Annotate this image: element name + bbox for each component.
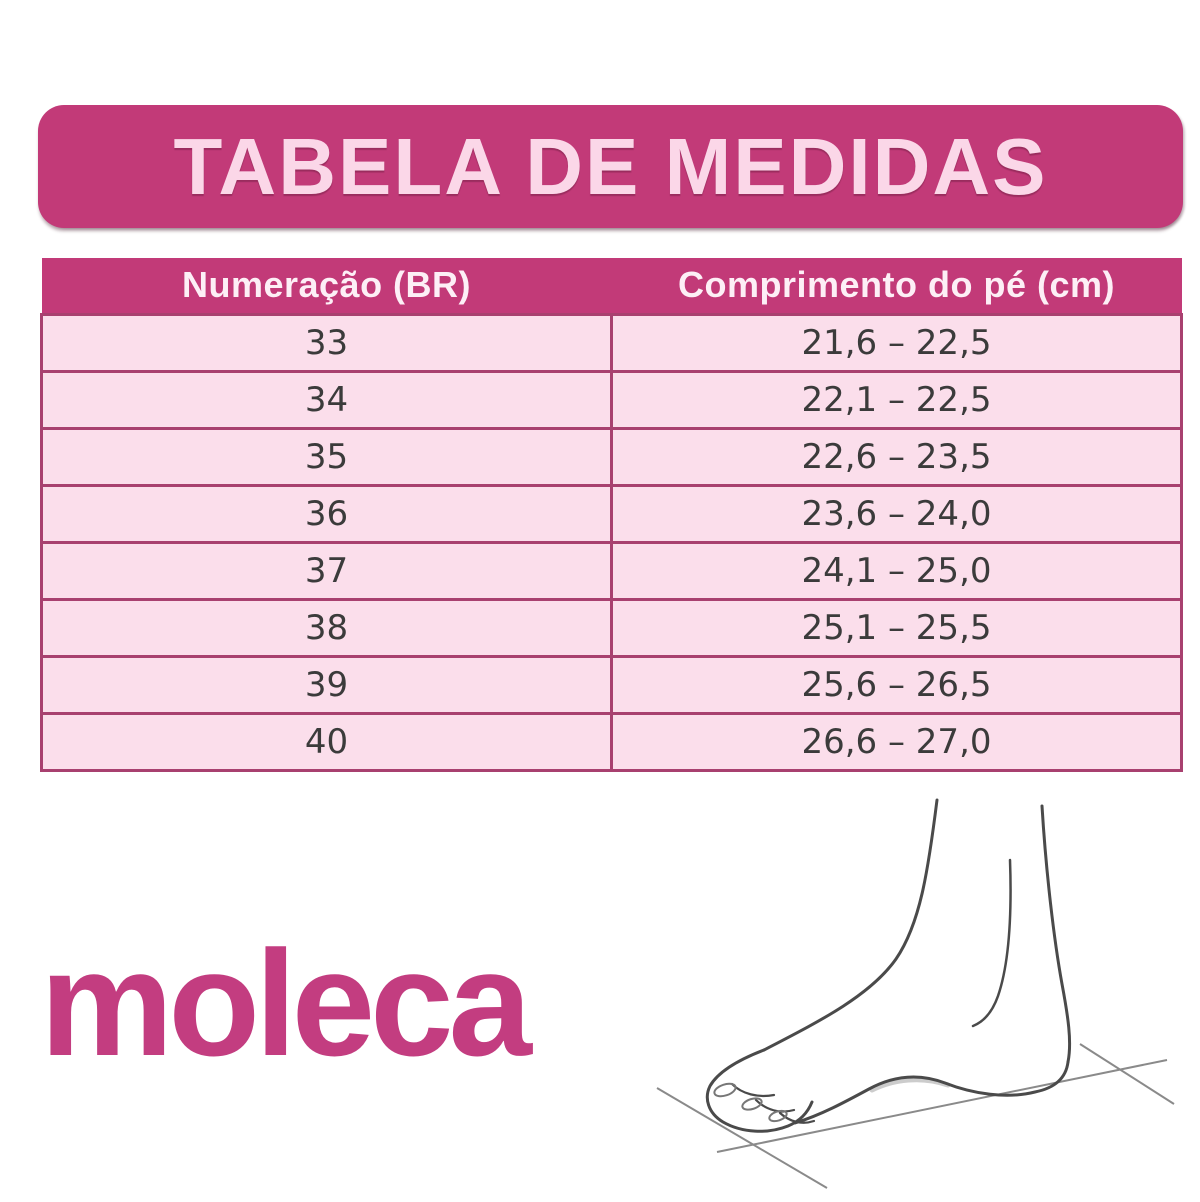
measurement-lines <box>657 1044 1174 1188</box>
size-cell: 40 <box>42 713 612 770</box>
size-cell: 33 <box>42 314 612 371</box>
size-table <box>40 258 1183 772</box>
size-chart <box>40 258 1183 772</box>
size-cell: 38 <box>42 599 612 656</box>
table-row <box>42 371 1182 428</box>
size-cell: 35 <box>42 428 612 485</box>
column-header-length: Comprimento do pé (cm) <box>612 258 1182 314</box>
length-cell: 22,1 – 22,5 <box>612 371 1182 428</box>
table-row <box>42 713 1182 770</box>
toenail-marks <box>713 1081 788 1123</box>
table-row <box>42 314 1182 371</box>
size-cell: 37 <box>42 542 612 599</box>
length-cell: 26,6 – 27,0 <box>612 713 1182 770</box>
size-cell: 36 <box>42 485 612 542</box>
table-row <box>42 485 1182 542</box>
table-header-row <box>42 258 1182 314</box>
page-title: TABELA DE MEDIDAS <box>173 121 1048 211</box>
length-cell: 22,6 – 23,5 <box>612 428 1182 485</box>
size-cell: 39 <box>42 656 612 713</box>
foot-outline <box>707 800 1069 1131</box>
size-cell: 34 <box>42 371 612 428</box>
column-header-size: Numeração (BR) <box>42 258 612 314</box>
length-cell: 21,6 – 22,5 <box>612 314 1182 371</box>
table-row <box>42 656 1182 713</box>
moleca-logo: moleca <box>40 919 527 1087</box>
foot-illustration <box>622 792 1192 1197</box>
length-cell: 25,6 – 26,5 <box>612 656 1182 713</box>
title-banner <box>38 105 1183 228</box>
table-row <box>42 428 1182 485</box>
foot-measurement-drawing-svg <box>622 792 1192 1197</box>
length-cell: 24,1 – 25,0 <box>612 542 1182 599</box>
length-cell: 23,6 – 24,0 <box>612 485 1182 542</box>
table-row <box>42 542 1182 599</box>
table-row <box>42 599 1182 656</box>
length-cell: 25,1 – 25,5 <box>612 599 1182 656</box>
